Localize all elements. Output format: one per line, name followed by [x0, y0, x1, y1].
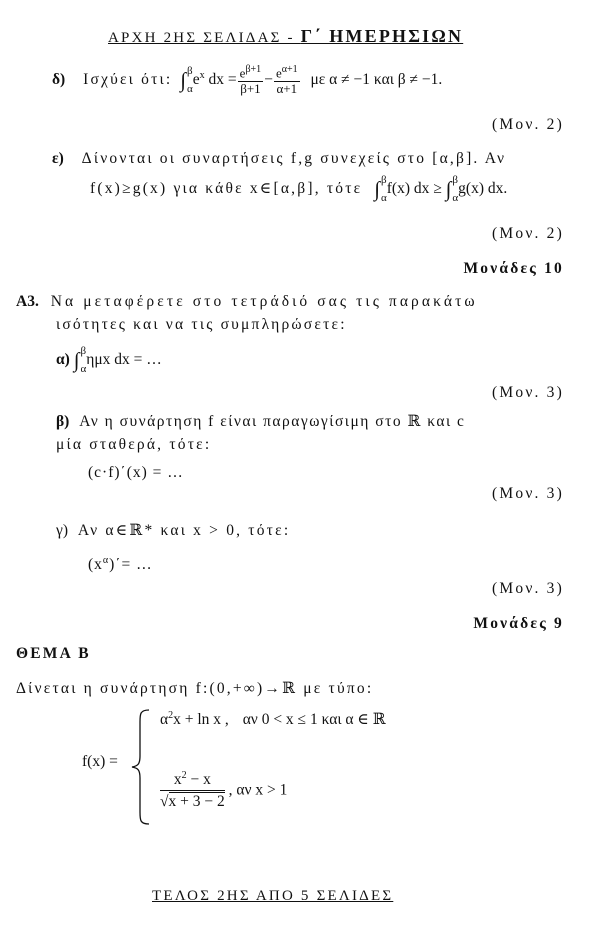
total-marks-a3: Μονάδες 9	[473, 615, 564, 632]
integrand-exp: x	[199, 70, 205, 81]
minus-sign: −	[264, 71, 273, 89]
case2-fraction	[160, 770, 225, 811]
upper-limit: β	[80, 345, 87, 357]
lower-limit: α	[452, 191, 459, 204]
marks-a3-alpha: (Μον. 3)	[492, 384, 564, 401]
condition: με α ≠ −1 και β ≠ −1.	[310, 71, 443, 89]
dx: dx =	[208, 71, 237, 89]
item-label: δ)	[52, 71, 66, 89]
item-text: Δίνονται οι συναρτήσεις f,g συνεχείς στο [α,β]. Αν	[81, 150, 507, 167]
fx-label: f(x) =	[82, 753, 118, 770]
integrand: e	[192, 71, 200, 89]
integrand: ημx dx = …	[86, 351, 162, 369]
upper-limit: β	[187, 65, 193, 78]
a3-gamma-formula	[88, 555, 153, 574]
formula-exp: α	[102, 555, 110, 566]
case1-condition: αν 0 < x ≤ 1 και α ∈ ℝ	[242, 711, 386, 729]
marks-epsilon: (Μον. 2)	[492, 225, 564, 242]
frac2-num-exp: α+1	[281, 64, 298, 75]
integral-sign: ∫	[73, 348, 80, 373]
item-label: γ)	[56, 522, 69, 539]
case-1	[160, 710, 386, 729]
a3-beta-line1	[56, 412, 465, 431]
a3-line2: ισότητες και να τις συμπληρώσετε:	[56, 316, 347, 333]
left-brace-icon	[130, 708, 152, 826]
item-delta	[52, 64, 442, 97]
a3-line1	[16, 293, 478, 311]
frac2-den: α+1	[276, 81, 298, 97]
marks-a3-beta: (Μον. 3)	[492, 485, 564, 502]
case2-denominator: √x + 3 − 2	[160, 793, 225, 811]
header-left: ΑΡΧΗ 2ΗΣ ΣΕΛΙΔΑΣ -	[108, 30, 301, 46]
a3-label: Α3.	[16, 293, 39, 310]
frac1-den: β+1	[240, 81, 261, 97]
a3-beta-line2: μία σταθερά, τότε:	[56, 436, 212, 453]
item-label: α)	[56, 351, 70, 369]
formula-rest: )΄= …	[109, 556, 153, 574]
item-epsilon-line1	[52, 150, 506, 168]
item-text: Αν η συνάρτηση f είναι παραγωγίσιμη στο ℝ και c	[79, 413, 466, 430]
marks-a3-gamma: (Μον. 3)	[492, 580, 564, 597]
lower-limit: α	[187, 82, 193, 95]
item-label: β)	[56, 413, 70, 430]
formula-base: (x	[88, 556, 103, 574]
frac2-num: e	[275, 65, 282, 81]
upper-limit: β	[381, 174, 387, 186]
a3-text: Να μεταφέρετε στο τετράδιό σας τις παρακάτω	[50, 293, 478, 310]
lower-limit: α	[80, 362, 87, 375]
theme-b-title: ΘΕΜΑ Β	[16, 645, 91, 662]
fraction-1	[238, 64, 264, 97]
lower-limit: α	[381, 191, 387, 204]
case-2	[160, 770, 287, 811]
page-footer: ΤΕΛΟΣ 2ΗΣ ΑΠΟ 5 ΣΕΛΙΔΕΣ	[152, 888, 394, 904]
item-text: Αν α∈ℝ* και x > 0, τότε:	[77, 522, 291, 539]
case2-numerator: $x^2 - x$	[160, 770, 225, 791]
frac1-num-exp: β+1	[245, 64, 262, 75]
case1-alpha: α	[160, 711, 169, 729]
a3-gamma	[56, 521, 290, 540]
frac1-num: e	[239, 65, 246, 81]
item-text: Ισχύει ότι:	[83, 71, 173, 89]
upper-limit: β	[452, 174, 459, 186]
a3-alpha	[56, 346, 162, 375]
total-marks-a: Μονάδες 10	[463, 260, 564, 277]
item-epsilon-line2	[90, 175, 507, 204]
sqrt-icon: √	[160, 793, 169, 811]
f-part: f(x) dx ≥	[386, 180, 442, 198]
integral-sign-2: ∫	[445, 177, 452, 202]
integral-sign: ∫	[180, 68, 187, 93]
header-right: Γ΄ ΗΜΕΡΗΣΙΩΝ	[300, 26, 464, 46]
case1-exp: 2	[168, 710, 174, 721]
integral-sign: ∫	[374, 177, 380, 202]
theme-b-intro: Δίνεται η συνάρτηση f:(0,+∞)→ℝ με τύπο:	[16, 680, 374, 697]
marks-delta: (Μον. 2)	[492, 116, 564, 133]
a3-beta-formula: (c·f)΄(x) = …	[88, 464, 184, 481]
page-header	[108, 26, 463, 47]
case1-expr: x + ln x ,	[173, 711, 229, 729]
item-text-2: f(x)≥g(x) για κάθε x∈[α,β], τότε	[90, 180, 363, 198]
fraction-2	[274, 64, 300, 97]
item-label: ε)	[52, 150, 64, 167]
case2-condition: , αν x > 1	[228, 781, 288, 799]
g-part: g(x) dx.	[458, 180, 508, 198]
